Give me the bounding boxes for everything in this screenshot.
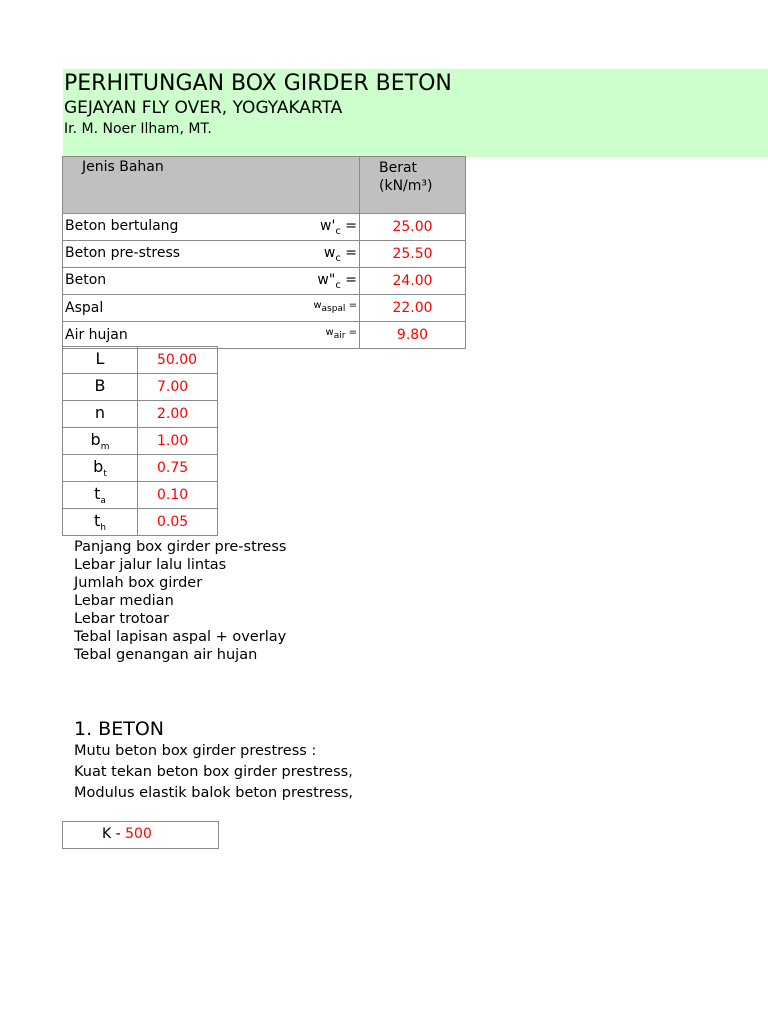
list-item: Jumlah box girder (74, 575, 203, 591)
material-cell (63, 295, 360, 322)
list-item: Panjang box girder pre-stress (74, 539, 287, 555)
param-symbol-base: n (94, 402, 106, 422)
weight-value: 25.00 (360, 214, 466, 241)
list-item: Lebar jalur lalu lintas (74, 557, 227, 573)
symbol-base: w (325, 327, 334, 338)
equals-sign: = (340, 271, 357, 288)
param-value: 1.00 (138, 428, 218, 455)
param-value: 2.00 (138, 401, 218, 428)
param-symbol-base: b (90, 429, 101, 449)
page-subtitle: GEJAYAN FLY OVER, YOGYAKARTA (64, 98, 343, 118)
text-line: Mutu beton box girder prestress : (74, 743, 317, 759)
table-row (63, 322, 466, 349)
symbol-subscript: c (335, 225, 341, 237)
weight-symbol (317, 272, 359, 291)
parameter-table (62, 346, 218, 536)
section-heading-beton: 1. BETON (74, 718, 164, 740)
table-header-row (63, 157, 466, 214)
parameter-descriptions (74, 538, 286, 664)
symbol-subscript: c (335, 252, 341, 264)
param-symbol-base: b (93, 456, 104, 476)
symbol-base: w (323, 244, 336, 261)
symbol-base: w" (317, 271, 336, 288)
weight-value: 24.00 (360, 268, 466, 295)
table-row (63, 509, 218, 536)
author-name: Ir. M. Noer Ilham, MT. (64, 121, 212, 137)
concrete-grade (102, 823, 152, 845)
table-row (63, 455, 218, 482)
table-row (63, 295, 466, 322)
material-weight-table (62, 156, 466, 349)
param-symbol-subscript: h (100, 523, 106, 534)
table-row (63, 374, 218, 401)
param-symbol-subscript: t (103, 469, 107, 480)
list-item: Lebar median (74, 593, 174, 609)
text-line: Modulus elastik balok beton prestress, (74, 785, 354, 801)
equals-sign: = (340, 217, 357, 234)
table-row (63, 241, 466, 268)
symbol-base: w (313, 300, 322, 311)
param-value: 50.00 (138, 347, 218, 374)
param-symbol (63, 374, 138, 401)
material-cell (63, 214, 360, 241)
param-symbol (63, 401, 138, 428)
equals-sign: = (345, 300, 357, 311)
equals-sign: = (345, 327, 357, 338)
column-header-weight (360, 157, 466, 214)
table-row (63, 214, 466, 241)
text-line: Kuat tekan beton box girder prestress, (74, 764, 353, 780)
concrete-grade-cell (62, 821, 219, 849)
table-row (63, 347, 218, 374)
param-symbol (63, 428, 138, 455)
symbol-subscript: aspal (321, 304, 346, 314)
weight-symbol (313, 300, 359, 316)
weight-value: 22.00 (360, 295, 466, 322)
weight-value: 9.80 (360, 322, 466, 349)
param-symbol (63, 509, 138, 536)
table-row (63, 482, 218, 509)
param-value: 0.05 (138, 509, 218, 536)
equals-sign: = (340, 244, 357, 261)
param-symbol-base: B (94, 375, 106, 395)
page-title: PERHITUNGAN BOX GIRDER BETON (64, 71, 452, 96)
table-row (63, 268, 466, 295)
param-symbol (63, 455, 138, 482)
param-value: 7.00 (138, 374, 218, 401)
weight-symbol (320, 218, 359, 237)
symbol-base: w' (320, 217, 336, 234)
list-item: Tebal lapisan aspal + overlay (74, 629, 287, 645)
weight-value: 25.50 (360, 241, 466, 268)
param-symbol-base: L (95, 348, 105, 368)
material-name: Beton pre-stress (65, 244, 181, 261)
table-row (63, 428, 218, 455)
symbol-subscript: air (333, 331, 346, 341)
param-symbol (63, 347, 138, 374)
param-symbol-subscript: m (100, 442, 110, 453)
table-row (63, 401, 218, 428)
weight-header-line2: (kN/m³) (379, 178, 433, 194)
material-name: Air hujan (65, 327, 128, 343)
grade-label: K - (102, 826, 126, 842)
list-item: Tebal genangan air hujan (74, 647, 258, 663)
material-cell (63, 241, 360, 268)
material-name: Beton bertulang (65, 217, 179, 234)
grade-value: 500 (125, 826, 152, 842)
param-symbol-base: t (94, 483, 101, 503)
weight-header-line1: Berat (379, 160, 418, 176)
column-header-material: Jenis Bahan (63, 157, 360, 214)
param-symbol (63, 482, 138, 509)
list-item: Lebar trotoar (74, 611, 170, 627)
material-name: Beton (65, 271, 107, 288)
material-cell (63, 322, 360, 349)
material-cell (63, 268, 360, 295)
param-value: 0.75 (138, 455, 218, 482)
symbol-subscript: c (335, 279, 341, 291)
material-name: Aspal (65, 300, 104, 316)
beton-description (74, 741, 353, 804)
param-value: 0.10 (138, 482, 218, 509)
weight-symbol (324, 245, 359, 264)
param-symbol-subscript: a (100, 496, 106, 507)
weight-symbol (326, 327, 359, 343)
param-symbol-base: t (94, 510, 101, 530)
